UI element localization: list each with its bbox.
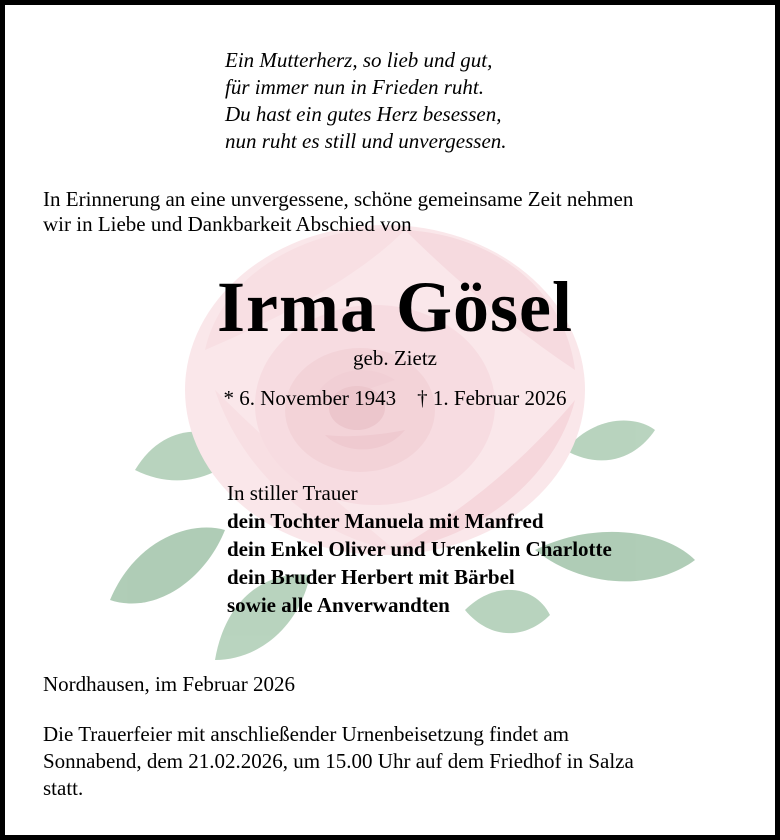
poem-line: nun ruht es still und unvergessen. — [225, 129, 507, 153]
funeral-line: Die Trauerfeier mit anschließender Urnenbeisetzung findet am — [43, 722, 569, 746]
mourner-line: sowie alle Anverwandten — [227, 593, 450, 617]
place-date: Nordhausen, im Februar 2026 — [43, 672, 295, 696]
mourner-line: dein Enkel Oliver und Urenkelin Charlotte — [227, 537, 612, 561]
poem-line: Du hast ein gutes Herz besessen, — [225, 102, 502, 126]
intro-line: wir in Liebe und Dankbarkeit Abschied von — [43, 212, 412, 236]
poem-line: für immer nun in Frieden ruht. — [225, 75, 484, 99]
mourners-heading: In stiller Trauer — [227, 481, 358, 505]
intro-line: In Erinnerung an eine unvergessene, schöne gemeinsame Zeit nehmen — [43, 187, 634, 211]
birth-name: geb. Zietz — [353, 346, 437, 370]
deceased-name: Irma Gösel — [217, 267, 573, 347]
poem-line: Ein Mutterherz, so lieb und gut, — [225, 48, 493, 72]
mourner-line: dein Tochter Manuela mit Manfred — [227, 509, 544, 533]
memorial-poem — [225, 47, 645, 155]
mourners-list — [227, 479, 747, 619]
funeral-info — [43, 721, 743, 802]
funeral-line: Sonnabend, dem 21.02.2026, um 15.00 Uhr auf dem Friedhof in Salza — [43, 749, 634, 773]
intro-text — [43, 187, 753, 237]
funeral-line: statt. — [43, 776, 84, 800]
mourner-line: dein Bruder Herbert mit Bärbel — [227, 565, 515, 589]
life-dates: * 6. November 1943 † 1. Februar 2026 — [223, 386, 567, 410]
